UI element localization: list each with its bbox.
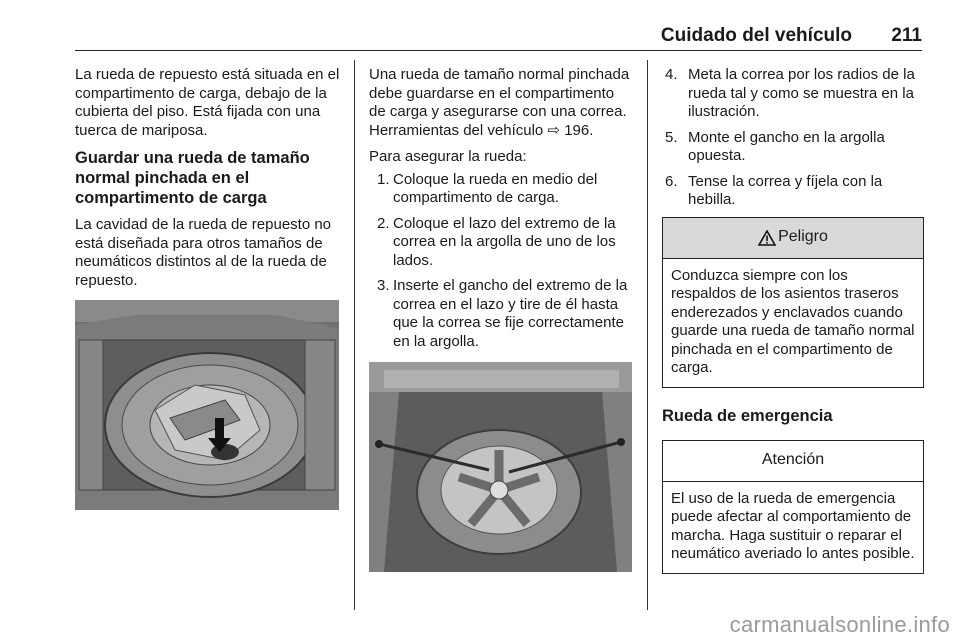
notice-box: [662, 440, 924, 574]
full-size-wheel-text: Una rueda de tamaño normal pinchada debe guardarse en el compartimento de carga y asegurarse con una correa. Herramientas del vehículo: [369, 66, 630, 139]
spare-wheel-paragraph: La rueda de repuesto está situada en el compartimento de carga, debajo de la cubierta del piso. Está fijada con una tuerca de mariposa.: [75, 66, 340, 139]
page-number: 211: [891, 25, 922, 46]
step-item: 5. Monte el gancho en la argolla opuesta.: [665, 128, 885, 164]
notice-box-header: [663, 441, 923, 482]
danger-box-header: [663, 218, 923, 259]
tools-page-reference[interactable]: 196.: [564, 121, 594, 139]
danger-title: Peligro: [778, 228, 828, 246]
danger-box: [662, 217, 924, 388]
step-item: 4. Meta la correa por los radios de la rueda tal y como se muestra en la ilustración.: [665, 66, 915, 120]
cavity-paragraph: La cavidad de la rueda de repuesto no está diseñada para otros tamaños de neumáticos distintos al de la rueda de repuesto.: [75, 216, 332, 289]
page-header: [75, 24, 922, 51]
danger-text: Conduzca siempre con los respaldos de los asientos traseros enderezados y enclavados cuando guarde una rueda de tamaño normal pinchada en el compartimento de carga.: [671, 266, 915, 376]
step-item: 1. Coloque la rueda en medio del compartimento de carga.: [377, 170, 598, 206]
column-divider-2: [647, 60, 648, 610]
notice-text: El uso de la rueda de emergencia puede afectar al comportamiento de marcha. Haga sustituir o reparar el neumático averiado lo antes posible.: [671, 489, 915, 562]
steps-list-2: [662, 66, 924, 210]
section-title: Cuidado del vehículo: [660, 25, 852, 46]
spare-wheel-illustration: [75, 300, 339, 510]
column-3: [662, 66, 924, 588]
full-size-wheel-paragraph: [369, 66, 633, 140]
step-item: 6. Tense la correa y fíjela con la hebilla.: [665, 172, 883, 208]
section-heading-store-wheel: Guardar una rueda de tamaño normal pinchada en el compartimento de carga: [75, 149, 310, 207]
steps-list-1: [369, 171, 633, 352]
column-divider-1: [354, 60, 355, 610]
step-item: 2. Coloque el lazo del extremo de la correa en la argolla de uno de los lados.: [377, 214, 616, 269]
watermark-footer: carmanualsonline.info: [729, 612, 950, 637]
notice-title: Atención: [761, 451, 825, 469]
arrow-reference-icon: ⇨: [547, 121, 561, 139]
warning-triangle-icon: [758, 230, 776, 246]
column-2: [369, 66, 633, 358]
strapped-wheel-illustration: [369, 362, 632, 572]
step-item: 3. Inserte el gancho del extremo de la correa en el lazo y tire de él hasta que la correa se fije correctamente en la argolla.: [377, 277, 628, 350]
column-1: [75, 66, 340, 298]
secure-intro: Para asegurar la rueda:: [369, 148, 527, 165]
section-heading-emergency-wheel: Rueda de emergencia: [662, 406, 833, 425]
